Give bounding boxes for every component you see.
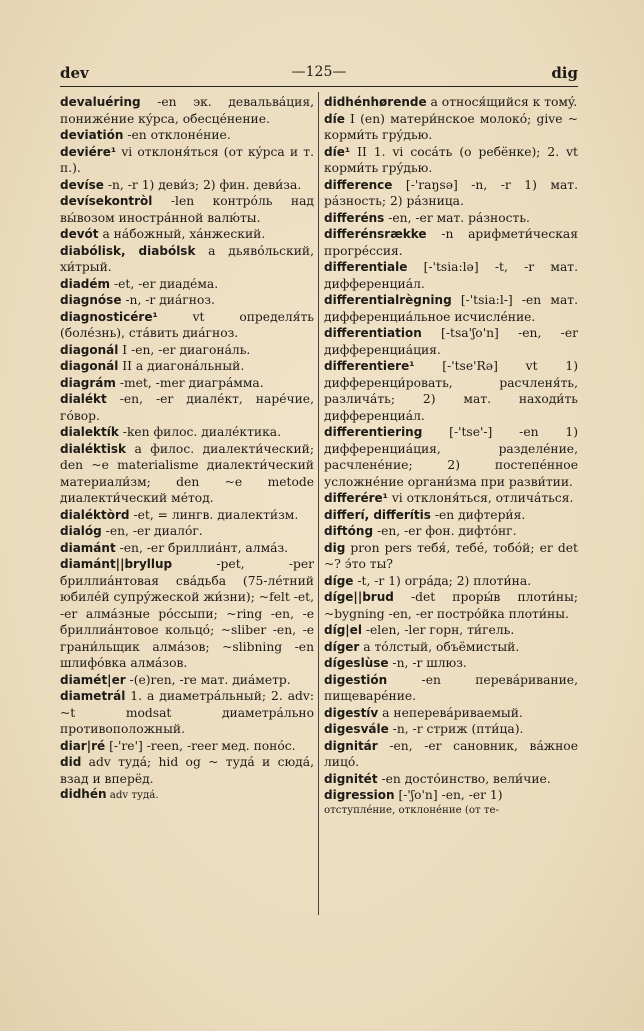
entry-headword: devaluéring (60, 95, 141, 109)
dictionary-entry (60, 672, 314, 689)
entry-definition: [-tsa'ʃo'n] -en, -er дифференциáция. (324, 326, 578, 357)
entry-headword: diamánt||bryllup (60, 557, 173, 571)
entry-headword: differentiale (324, 260, 408, 274)
entry-headword: diadém (60, 276, 111, 291)
dictionary-entry (60, 787, 314, 803)
entry-headword: differére¹ (324, 491, 388, 505)
entry-headword: diagnóse (60, 293, 122, 307)
entry-definition: -en дифтери́я. (430, 507, 526, 522)
entry-headword: differentiere¹ (324, 359, 415, 373)
page-number: —125— (291, 64, 347, 80)
dictionary-entry (60, 226, 314, 243)
entry-headword: díe (324, 111, 345, 126)
header-right-guideword: dig (551, 64, 578, 82)
entry-headword: differí, differítis (324, 507, 431, 522)
column-divider (318, 92, 319, 915)
right-column (324, 94, 578, 818)
entry-definition: -det проры́в плоти́ны; ~bygning -en, -er пострóйка плоти́ны. (324, 590, 578, 621)
dictionary-entry (324, 771, 578, 788)
entry-headword: differéns (324, 210, 385, 225)
entry-headword: didhén (60, 787, 107, 801)
entry-definition: -ken филос. диалéктика. (118, 425, 282, 439)
entry-definition: [-'tse'Rə] vt 1) дифференци́ровать, расчленя́ть, различáть; 2) мат. находи́ть дифференциáл. (324, 359, 578, 423)
entry-definition: -en, -er диалéкт, нарéчие, гóвор. (60, 392, 314, 423)
entry-definition: -en достóинство, вели́чие. (377, 771, 551, 786)
header-rule (60, 86, 578, 87)
entry-definition: II 1. vi сосáть (о ребёнке); 2. vt корми́ть грýдью. (324, 144, 578, 175)
dictionary-entry (324, 573, 578, 590)
entry-definition: -en, -er фон. дифтóнг. (373, 524, 517, 538)
dictionary-entry (60, 292, 314, 309)
dictionary-entry (324, 292, 578, 325)
entry-definition: [-'tsia:l-] -en мат. дифференциáльное исчислéние. (324, 293, 578, 324)
dictionary-entry (60, 276, 314, 293)
dictionary-entry (60, 127, 314, 144)
entry-headword: diamét|er (60, 672, 126, 687)
entry-headword: dignitét (324, 771, 378, 786)
dictionary-entry (324, 672, 578, 705)
entry-headword: deviére¹ (60, 144, 117, 159)
entry-headword: díe¹ (324, 144, 351, 159)
entry-headword: diagrám (60, 375, 116, 390)
entry-headword: díge||brud (324, 590, 394, 604)
entry-headword: didhénhørende (324, 95, 427, 109)
entry-headword: diar|ré (60, 738, 106, 753)
entry-definition: a филос. диалекти́ческий; den ~e materialisme диалекти́ческий материали́зм; den ~e metode диалекти́ческий мéтод. (60, 441, 314, 505)
entry-headword: diagonál (60, 342, 119, 357)
dictionary-entry (60, 342, 314, 359)
dictionary-entry (324, 490, 578, 507)
entry-definition: -en, -er бриллиáнт, алмáз. (115, 540, 289, 555)
dictionary-entry (60, 193, 314, 226)
entry-headword: dialéktòrd (60, 507, 130, 522)
entry-definition: -pet, -per бриллиáнтовая свáдьба (75-лéтний юбилéй супрýжеской жи́зни); ~felt -et, -er алмáзные рóссыпи; ~ring -en, -e бриллиáнтовое кольцó; ~sliber -en, -e грани́льщик алмáзов; ~slibning -en шлифóвка алмáзов. (60, 557, 314, 670)
entry-headword: differentiering (324, 425, 423, 439)
dictionary-entry (60, 507, 314, 524)
entry-definition: [-'re'] -reen, -reer мед. понóс. (105, 738, 296, 753)
entry-headword: digesvále (324, 722, 389, 736)
dictionary-entry (60, 309, 314, 342)
entry-headword: dialóg (60, 524, 102, 538)
entry-definition: -en, -er сановник, вáжное лицó. (324, 738, 578, 769)
entry-headword: dialéktisk (60, 441, 127, 456)
entry-definition: vt определя́ть (болéзнь), стáвить диáгноз. (60, 309, 314, 340)
entry-definition: -met, -mer диагрáмма. (115, 375, 264, 390)
dictionary-entry (324, 639, 578, 656)
entry-definition: [-'raŋsə] -n, -r 1) мат. рáзность; 2) рáзница. (324, 177, 578, 208)
entry-definition: -elen, -ler горн, ти́гель. (361, 623, 515, 637)
entry-headword: díg|el (324, 623, 362, 637)
entry-definition: II a диагонáльный. (118, 359, 245, 373)
dictionary-entry (324, 655, 578, 672)
entry-definition: -et, = лингв. диалекти́зм. (129, 507, 299, 522)
entry-definition: -en перевáривание, пищеварéние. (324, 672, 578, 703)
entry-definition: a тóлстый, объёмистый. (359, 639, 520, 654)
page-header (60, 64, 578, 86)
entry-definition: -len контрóль над вы́возом инострáнной валю́ты. (60, 194, 314, 225)
header-left-guideword: dev (60, 64, 89, 82)
dictionary-entry (60, 375, 314, 392)
entry-headword: diftóng (324, 524, 374, 538)
entry-definition: [-'ʃo'n] -en, -er 1) (394, 788, 503, 802)
entry-headword: dialékt (60, 392, 107, 406)
entry-definition: adv тудá; hid og ~ тудá и сюдá, взад и вперёд. (60, 755, 314, 786)
dictionary-entry (60, 391, 314, 424)
entry-definition: [-'tse'-] -en 1) дифференциáция, разделéние, расчленéние; 2) постепéнное усложнéние органи́зма при разви́тии. (324, 425, 578, 489)
dictionary-entry (60, 738, 314, 755)
entry-headword: devísekontròl (60, 194, 153, 208)
dictionary-entry (324, 226, 578, 259)
entry-definition: отступлéние, отклонéние (от те- (324, 804, 499, 816)
entry-definition: adv тудá. (106, 790, 159, 801)
entry-definition: -n, -r 1) деви́з; 2) фин. деви́за. (103, 177, 302, 192)
entry-definition: -t, -r 1) огрáда; 2) плоти́на. (353, 573, 532, 588)
dictionary-entry (324, 259, 578, 292)
dictionary-entry (324, 210, 578, 227)
dictionary-entry (60, 540, 314, 557)
entry-headword: diagnosticére¹ (60, 309, 158, 324)
entry-definition: -n, -r стриж (пти́ца). (388, 722, 524, 736)
entry-headword: digestión (324, 672, 388, 687)
entry-definition: -en отклонéние. (123, 128, 231, 142)
dictionary-entry (324, 507, 578, 524)
entry-definition: -en, -er диалóг. (101, 524, 203, 538)
dictionary-entry (324, 177, 578, 210)
entry-headword: digestív (324, 705, 379, 720)
dictionary-entry (60, 556, 314, 672)
entry-headword: difference (324, 177, 393, 192)
entry-definition: -(e)ren, -re мат. диáметр. (125, 672, 291, 687)
dictionary-entry (324, 325, 578, 358)
entry-definition: a нáбожный, хáнжеский. (98, 227, 266, 241)
dictionary-entry (60, 754, 314, 787)
entry-headword: dígeslùse (324, 656, 389, 670)
entry-definition: a дьявóльский, хи́трый. (60, 243, 314, 274)
entry-headword: diabólisk, diabólsk (60, 243, 196, 258)
entry-headword: digression (324, 788, 395, 802)
entry-definition: pron pers тебя́, тебé, тобóй; er det ~? э́то ты? (324, 540, 578, 571)
entry-definition: I -en, -er диагонáль. (118, 342, 251, 357)
entry-definition: vi отклоня́ться (от кýрса и т. п.). (60, 144, 314, 175)
entry-headword: dignitár (324, 738, 378, 753)
dictionary-entry (324, 523, 578, 540)
entry-headword: deviatión (60, 128, 124, 142)
entry-definition: vi отклоня́ться, отличáться. (387, 491, 574, 505)
dictionary-entry (60, 523, 314, 540)
entry-definition: 1. a диаметрáльный; 2. adv: ~t modsat диаметрáльно противоположный. (60, 689, 314, 736)
entry-definition: a неперевáриваемый. (378, 705, 523, 720)
dictionary-entry (60, 688, 314, 738)
entry-headword: dialektík (60, 425, 119, 439)
dictionary-entry (324, 622, 578, 639)
dictionary-entry (60, 144, 314, 177)
dictionary-entry (324, 358, 578, 424)
dictionary-entry (324, 94, 578, 111)
entry-headword: did (60, 755, 82, 769)
dictionary-entry (324, 424, 578, 490)
left-column (60, 94, 314, 803)
entry-headword: diametrál (60, 689, 126, 703)
dictionary-entry (324, 589, 578, 622)
entry-definition: -en, -er мат. рáзность. (384, 210, 530, 225)
dictionary-entry (60, 94, 314, 127)
dictionary-entry (60, 177, 314, 194)
entry-headword: devót (60, 227, 99, 241)
entry-definition: -n, -r диáгноз. (121, 293, 215, 307)
entry-definition: -et, -er диадéма. (110, 276, 219, 291)
dictionary-entry (60, 358, 314, 375)
entry-headword: differénsrække (324, 227, 427, 241)
entry-headword: díge (324, 573, 354, 588)
dictionary-entry (324, 787, 578, 804)
entry-headword: differentiation (324, 326, 422, 340)
dictionary-entry (60, 441, 314, 507)
entry-headword: diagonál (60, 359, 119, 373)
entry-headword: differentialrègning (324, 293, 452, 307)
entry-headword: díger (324, 639, 360, 654)
entry-headword: dig (324, 540, 346, 555)
dictionary-entry (60, 243, 314, 276)
dictionary-entry (324, 721, 578, 738)
entry-headword: diamánt (60, 540, 116, 555)
dictionary-entry (60, 424, 314, 441)
dictionary-entry (324, 738, 578, 771)
entry-definition: -n, -r шлюз. (388, 656, 467, 670)
entry-definition: -en эк. девальвáция, понижéние кýрса, обесцéнение. (60, 95, 314, 126)
dictionary-entry (324, 540, 578, 573)
entry-headword: devíse (60, 177, 104, 192)
dictionary-entry (324, 804, 578, 818)
entry-definition: I (en) матери́нское молокó; give ~ корми́ть грýдью. (324, 111, 578, 142)
dictionary-entry (324, 705, 578, 722)
dictionary-entry (324, 111, 578, 144)
entry-definition: -n арифмети́ческая прогрéссия. (324, 227, 578, 258)
entry-definition: a относя́щийся к томý. (426, 95, 578, 109)
dictionary-entry (324, 144, 578, 177)
entry-definition: [-'tsia:lə] -t, -r мат. дифференциáл. (324, 260, 578, 291)
